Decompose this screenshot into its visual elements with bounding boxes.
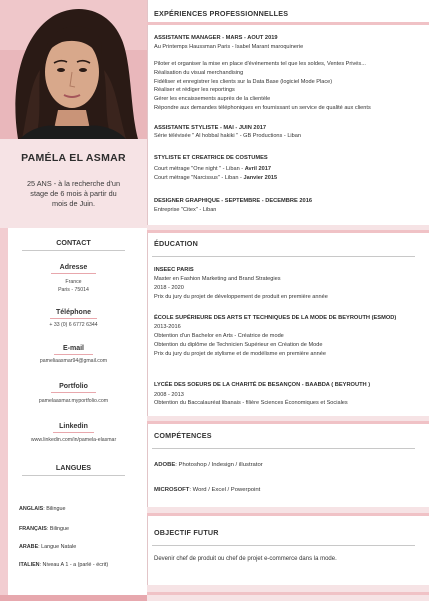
objective-title: OBJECTIF FUTUR [154, 528, 219, 537]
phone-label: Téléphone [55, 309, 91, 316]
band-3-bottom [147, 513, 429, 516]
skill-adobe: ADOBE: Photoshop / Indesign / illustrator [154, 462, 263, 468]
job1-task-6: Répondre aux demandes téléphoniques en fournissant un service de qualité aux clients [154, 105, 371, 111]
job1-task-3: Fidéliser et enregistrer les clients sur la Data Base (logiciel Mode Place) [154, 79, 333, 85]
school3-title: LYCÉE DES SOEURS DE LA CHARITÉ DE BESANÇON - BAABDA ( BEYROUTH ) [154, 382, 371, 388]
languages-title: LANGUES [22, 463, 125, 476]
job1-task-1: Piloter et organiser la mise en place d'événements tel que les soldes, Ventes Privés... [154, 61, 366, 67]
portfolio-label: Portfolio [59, 383, 88, 390]
contact-title: CONTACT [22, 238, 125, 251]
job4-detail: Entreprise "Citex" - Liban [154, 207, 217, 213]
job3-line-2: Court métrage "Narcissus" - Liban - Janvier 2015 [154, 175, 278, 181]
portfolio-value[interactable]: pamelaasmar.myportfolio.com [38, 398, 109, 404]
school1-title: INSEEC PARIS [154, 267, 194, 273]
job2-title: ASSISTANTE STYLISTE - MAI - JUIN 2017 [154, 125, 267, 131]
experience-title: EXPÉRIENCES PROFESSIONNELLES [154, 9, 289, 18]
candidate-name: PAMÉLA EL ASMAR [21, 152, 126, 164]
band-1-bottom [147, 230, 429, 233]
education-rule [152, 256, 415, 257]
email-underline [54, 354, 93, 355]
address-label: Adresse [59, 264, 88, 271]
skills-rule [152, 448, 415, 449]
job4-title: DESIGNER GRAPHIQUE - SEPTEMBRE - DECEMBRE 2016 [154, 198, 313, 204]
linkedin-label: Linkedin [59, 423, 88, 430]
job1-company: Au Printemps Haussman Paris - Isabel Marant maroquinerie [154, 44, 304, 50]
skills-title: COMPÉTENCES [154, 431, 212, 440]
portfolio-underline [51, 392, 96, 393]
band-bottom-line [147, 592, 429, 595]
language-french: FRANÇAIS: Bilingue [19, 526, 70, 532]
language-arabic: ARABE: Langue Natale [19, 544, 77, 550]
linkedin-underline [53, 432, 94, 433]
job2-detail: Série télévisée " Al hobbal hakiki " - GB Productions - Liban [154, 133, 301, 139]
school2-line-1: 2013-2016 [154, 324, 181, 330]
school1-line-1: Master en Fashion Marketing and Brand Strategies [154, 276, 281, 282]
school3-line-1: 2008 - 2013 [154, 392, 184, 398]
left-column [0, 0, 147, 601]
school2-line-2: Obtention d'un Bachelor en Arts - Créatrice de mode [154, 333, 284, 339]
phone-value: + 33 (0) 6 6772 6344 [49, 322, 98, 328]
job1-task-2: Réalisation du visual merchandising [154, 70, 244, 76]
school1-line-3: Prix du jury du projet de développement de produit en première année [154, 294, 328, 300]
portrait-image [0, 0, 147, 139]
school2-line-3: Obtention du diplôme de Technicien Supérieur en Création de Mode [154, 342, 323, 348]
experience-header-bar [147, 22, 429, 25]
job1-task-5: Gérer les encaissements auprès de la clientèle [154, 96, 271, 102]
address-line1: France [65, 279, 82, 285]
school3-line-2: Obtention du Baccalauréat libanais - filière Sciences Économiques et Sociales [154, 400, 348, 406]
school2-title: ÉCOLE SUPÉRIEURE DES ARTS ET TECHNIQUES DE LA MODE DE BEYROUTH (ESMOD) [154, 315, 397, 321]
left-accent-strip [0, 228, 8, 601]
address-underline [51, 273, 96, 274]
address-line2: Paris - 75014 [58, 287, 89, 293]
band-2-bottom [147, 421, 429, 424]
education-title: ÉDUCATION [154, 239, 198, 248]
objective-text: Devenir chef de produit ou chef de projet e-commerce dans la mode. [154, 556, 337, 562]
job3-line-1: Court métrage "One night " - Liban - Avril 2017 [154, 166, 271, 172]
candidate-tagline: 25 ANS - à la recherche d'un stage de 6 mois à partir du mois de Juin. [26, 179, 121, 208]
language-italian: ITALIEN: Niveau A 1 - a (parlé - écrit) [19, 562, 109, 568]
skill-microsoft: MICROSOFT: Word / Excel / Powerpoint [154, 487, 261, 493]
school1-line-2: 2018 - 2020 [154, 285, 184, 291]
email-label: E-mail [62, 345, 84, 352]
email-value[interactable]: pameliaasmar94@gmail.com [39, 358, 108, 364]
job3-title: STYLISTE ET CREATRICE DE COSTUMES [154, 155, 268, 161]
school2-line-4: Prix du jury du projet de stylisme et de modélisme en première année [154, 351, 326, 357]
job1-title: ASSISTANTE MANAGER - MARS - AOUT 2019 [154, 35, 278, 41]
linkedin-value[interactable]: www.linkedin.com/in/pamela-elasmar [30, 437, 117, 443]
left-bottom-bar [0, 595, 147, 601]
language-english: ANGLAIS: Bilingue [19, 506, 66, 512]
phone-underline [50, 318, 97, 319]
profile-photo [0, 0, 147, 139]
objective-rule [152, 545, 415, 546]
job1-task-4: Réaliser et rédiger les reportings [154, 87, 235, 93]
